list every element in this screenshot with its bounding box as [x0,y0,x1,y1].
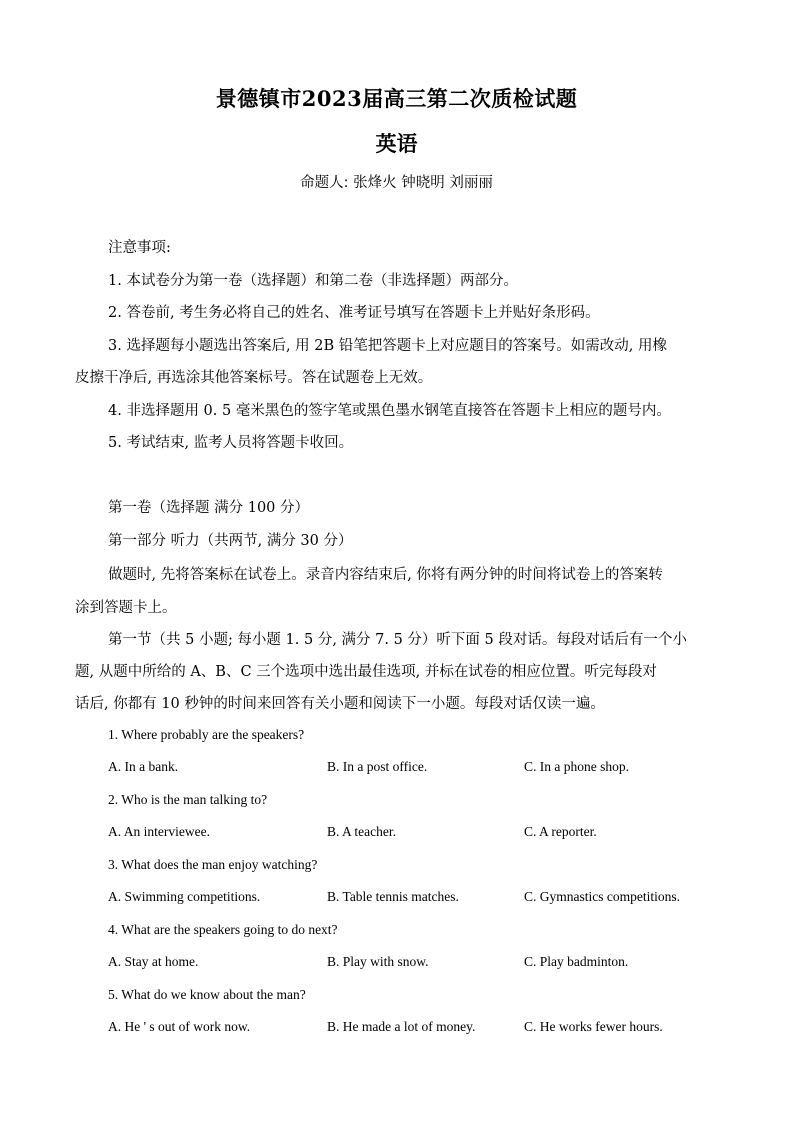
notes-heading: 注意事项: [108,240,171,256]
note-item-4: 4. 非选择题用 0. 5 毫米黑色的签字笔或黑色墨水钢笔直接答在答题卡上相应的题号内。 [108,403,671,419]
intro-line-2: 涂到答题卡上。 [75,600,177,616]
q3-option-b: B. Table tennis matches. [327,889,459,904]
part-heading: 第一部分 听力（共两节, 满分 30 分） [108,533,353,549]
q2-option-b: B. A teacher. [327,824,396,839]
q2-option-c: C. A reporter. [524,824,597,839]
note-item-3-cont: 皮擦干净后, 再选涂其他答案标号。答在试题卷上无效。 [75,370,433,386]
note-item-2: 2. 答卷前, 考生务必将自己的姓名、准考证号填写在答题卡上并贴好条形码。 [108,305,600,321]
note-item-3: 3. 选择题每小题选出答案后, 用 2B 铅笔把答题卡上对应题目的答案号。如需改动, 用橡 [108,338,667,354]
q1-option-b: B. In a post office. [327,759,428,774]
q5-option-a: A. He ' s out of work now. [108,1019,251,1034]
q3-option-c: C. Gymnastics competitions. [524,889,680,904]
question-4: 4. What are the speakers going to do next? [108,922,338,937]
exam-title: 景德镇市2023届高三第二次质检试题 [215,86,578,111]
intro-line-1: 做题时, 先将答案标在试卷上。录音内容结束后, 你将有两分钟的时间将试卷上的答案转 [108,567,663,583]
q4-option-b: B. Play with snow. [327,954,429,969]
question-3: 3. What does the man enjoy watching? [108,857,318,872]
q4-option-a: A. Stay at home. [108,954,199,969]
subject-title: 英语 [375,131,418,156]
section1-line-1: 第一节（共 5 小题; 每小题 1. 5 分, 满分 7. 5 分）听下面 5 段对话。每段对话后有一个小 [108,632,687,648]
authors-line: 命题人: 张烽火 钟晓明 刘丽丽 [300,175,493,191]
question-2: 2. Who is the man talking to? [108,792,268,807]
note-item-1: 1. 本试卷分为第一卷（选择题）和第二卷（非选择题）两部分。 [108,273,518,289]
volume-heading: 第一卷（选择题 满分 100 分） [108,500,310,516]
q2-option-a: A. An interviewee. [108,824,210,839]
q1-option-c: C. In a phone shop. [524,759,629,774]
section1-line-2: 题, 从题中所给的 A、B、C 三个选项中选出最佳选项, 并标在试卷的相应位置。听完每段对 [75,664,657,680]
q1-option-a: A. In a bank. [108,759,179,774]
q4-option-c: C. Play badminton. [524,954,629,969]
q3-option-a: A. Swimming competitions. [108,889,261,904]
section1-line-3: 话后, 你都有 10 秒钟的时间来回答有关小题和阅读下一小题。每段对话仅读一遍。 [75,696,605,712]
q5-option-b: B. He made a lot of money. [327,1019,476,1034]
note-item-5: 5. 考试结束, 监考人员将答题卡收回。 [108,435,354,451]
question-1: 1. Where probably are the speakers? [108,727,305,742]
q5-option-c: C. He works fewer hours. [524,1019,663,1034]
question-5: 5. What do we know about the man? [108,987,306,1002]
